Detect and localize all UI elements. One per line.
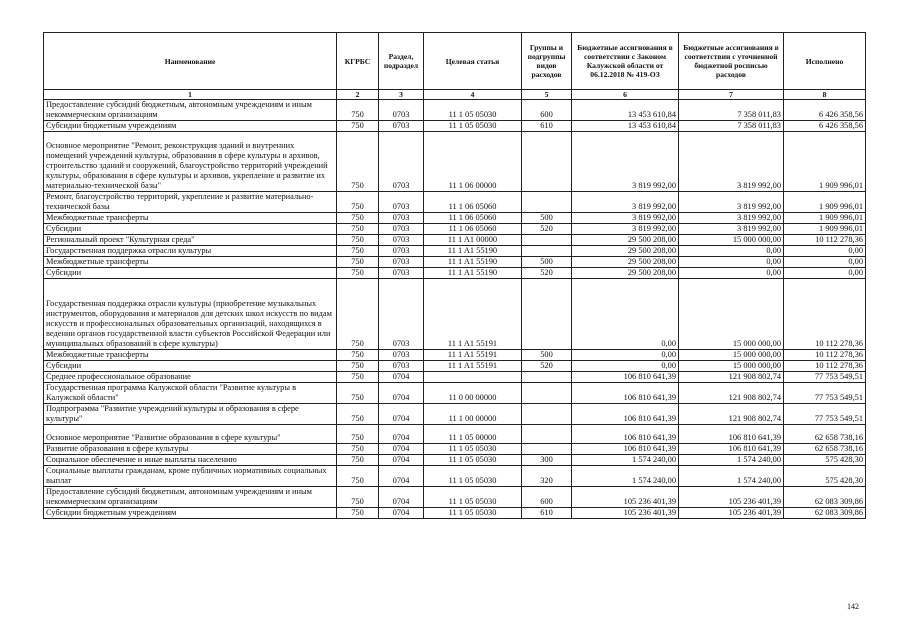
cell-section: 0703 — [379, 121, 424, 132]
cell-executed: 62 083 309,86 — [784, 487, 866, 508]
cell-law-allocations: 105 236 401,39 — [572, 487, 679, 508]
cell-executed: 77 753 549,51 — [784, 372, 866, 383]
table-row — [44, 361, 866, 372]
cell-revised-allocations: 105 236 401,39 — [679, 508, 784, 519]
column-number: 5 — [522, 90, 572, 100]
cell-kgrbs: 750 — [337, 404, 379, 425]
cell-expense-group — [522, 279, 572, 350]
cell-name: Предоставление субсидий бюджетным, автономным учреждениям и иным некоммерческим организациям — [44, 487, 337, 508]
cell-section: 0703 — [379, 235, 424, 246]
cell-target-article: 11 1 A1 55191 — [424, 361, 522, 372]
cell-revised-allocations: 0,00 — [679, 246, 784, 257]
table-row — [44, 257, 866, 268]
cell-kgrbs: 750 — [337, 350, 379, 361]
cell-name: Социальное обеспечение и иные выплаты населению — [44, 455, 337, 466]
cell-law-allocations: 106 810 641,39 — [572, 383, 679, 404]
cell-target-article: 11 1 05 05030 — [424, 508, 522, 519]
cell-revised-allocations: 106 810 641,39 — [679, 444, 784, 455]
cell-law-allocations: 106 810 641,39 — [572, 425, 679, 444]
cell-revised-allocations: 7 358 011,83 — [679, 121, 784, 132]
cell-kgrbs: 750 — [337, 444, 379, 455]
page-number: 142 — [847, 602, 859, 611]
cell-expense-group — [522, 372, 572, 383]
cell-name: Субсидии — [44, 224, 337, 235]
cell-section: 0703 — [379, 361, 424, 372]
table-row — [44, 466, 866, 487]
header-revised-allocations: Бюджетные ассигнования в соответствии с уточненной бюджетной росписью расходов — [679, 33, 784, 90]
cell-name: Среднее профессиональное образование — [44, 372, 337, 383]
cell-revised-allocations: 0,00 — [679, 257, 784, 268]
cell-executed: 62 658 738,16 — [784, 425, 866, 444]
column-number: 2 — [337, 90, 379, 100]
cell-name: Ремонт, благоустройство территорий, укрепление и развитие материально-технической базы — [44, 192, 337, 213]
cell-name: Предоставление субсидий бюджетным, автономным учреждениям и иным некоммерческим организациям — [44, 100, 337, 121]
cell-target-article: 11 1 A1 55190 — [424, 257, 522, 268]
cell-section: 0703 — [379, 100, 424, 121]
cell-kgrbs: 750 — [337, 257, 379, 268]
cell-executed: 1 909 996,01 — [784, 213, 866, 224]
cell-name: Субсидии бюджетным учреждениям — [44, 508, 337, 519]
cell-kgrbs: 750 — [337, 425, 379, 444]
cell-name: Субсидии — [44, 361, 337, 372]
cell-name: Государственная поддержка отрасли культуры — [44, 246, 337, 257]
cell-revised-allocations: 15 000 000,00 — [679, 361, 784, 372]
cell-kgrbs: 750 — [337, 235, 379, 246]
cell-kgrbs: 750 — [337, 466, 379, 487]
cell-target-article: 11 1 05 05030 — [424, 455, 522, 466]
cell-executed: 1 909 996,01 — [784, 224, 866, 235]
cell-target-article: 11 1 05 05030 — [424, 100, 522, 121]
cell-kgrbs: 750 — [337, 100, 379, 121]
cell-law-allocations: 0,00 — [572, 361, 679, 372]
cell-kgrbs: 750 — [337, 268, 379, 279]
cell-name: Межбюджетные трансферты — [44, 213, 337, 224]
table-row — [44, 372, 866, 383]
cell-revised-allocations: 105 236 401,39 — [679, 487, 784, 508]
table-row — [44, 508, 866, 519]
column-number: 7 — [679, 90, 784, 100]
header-row — [44, 33, 866, 90]
cell-section: 0703 — [379, 246, 424, 257]
cell-law-allocations: 29 500 208,00 — [572, 246, 679, 257]
table-row — [44, 268, 866, 279]
cell-revised-allocations: 15 000 000,00 — [679, 350, 784, 361]
cell-revised-allocations: 7 358 011,83 — [679, 100, 784, 121]
cell-executed: 10 112 278,36 — [784, 279, 866, 350]
cell-section: 0704 — [379, 404, 424, 425]
cell-executed: 77 753 549,51 — [784, 383, 866, 404]
cell-target-article: 11 1 A1 55190 — [424, 246, 522, 257]
cell-law-allocations: 106 810 641,39 — [572, 372, 679, 383]
cell-law-allocations: 106 810 641,39 — [572, 444, 679, 455]
cell-revised-allocations: 3 819 992,00 — [679, 213, 784, 224]
cell-law-allocations: 29 500 208,00 — [572, 257, 679, 268]
cell-law-allocations: 3 819 992,00 — [572, 132, 679, 192]
cell-revised-allocations: 1 574 240,00 — [679, 466, 784, 487]
table-row — [44, 192, 866, 213]
table-row — [44, 444, 866, 455]
cell-revised-allocations: 121 908 802,74 — [679, 383, 784, 404]
cell-kgrbs: 750 — [337, 361, 379, 372]
cell-executed: 575 428,30 — [784, 466, 866, 487]
cell-law-allocations: 13 453 610,84 — [572, 121, 679, 132]
cell-target-article: 11 1 A1 00000 — [424, 235, 522, 246]
column-number: 4 — [424, 90, 522, 100]
table-row — [44, 279, 866, 350]
table-row — [44, 121, 866, 132]
cell-revised-allocations: 3 819 992,00 — [679, 192, 784, 213]
cell-section: 0703 — [379, 268, 424, 279]
table-body — [44, 100, 866, 519]
cell-law-allocations: 13 453 610,84 — [572, 100, 679, 121]
cell-section: 0704 — [379, 425, 424, 444]
table-row — [44, 425, 866, 444]
cell-expense-group — [522, 444, 572, 455]
column-number: 3 — [379, 90, 424, 100]
cell-target-article: 11 1 05 05030 — [424, 121, 522, 132]
cell-expense-group: 520 — [522, 268, 572, 279]
cell-kgrbs: 750 — [337, 383, 379, 404]
header-kgrbs: КГРБС — [337, 33, 379, 90]
cell-law-allocations: 0,00 — [572, 350, 679, 361]
table-row — [44, 132, 866, 192]
cell-name: Основное мероприятие "Развитие образования в сфере культуры" — [44, 425, 337, 444]
cell-expense-group — [522, 383, 572, 404]
budget-execution-table — [43, 32, 866, 519]
cell-name: Субсидии бюджетным учреждениям — [44, 121, 337, 132]
cell-law-allocations: 105 236 401,39 — [572, 508, 679, 519]
cell-law-allocations: 1 574 240,00 — [572, 455, 679, 466]
header-law-allocations: Бюджетные ассигнования в соответствии с Законом Калужской области от 06.12.2018 № 419-ОЗ — [572, 33, 679, 90]
column-number: 6 — [572, 90, 679, 100]
table-row — [44, 213, 866, 224]
cell-executed: 1 909 996,01 — [784, 132, 866, 192]
cell-section: 0704 — [379, 383, 424, 404]
cell-revised-allocations: 1 574 240,00 — [679, 455, 784, 466]
cell-kgrbs: 750 — [337, 508, 379, 519]
cell-expense-group: 320 — [522, 466, 572, 487]
cell-kgrbs: 750 — [337, 372, 379, 383]
cell-name: Государственная поддержка отрасли культуры (приобретение музыкальных инструментов, оборудования и материалов для детских школ искусств по видам искусств и профессиональных образовательных организаций, находящихся в ведении органов государственной власти субъектов Российской Федерации или муниципальных образований в сфере культуры) — [44, 279, 337, 350]
cell-expense-group — [522, 246, 572, 257]
cell-law-allocations: 3 819 992,00 — [572, 213, 679, 224]
cell-target-article: 11 1 05 05030 — [424, 466, 522, 487]
cell-kgrbs: 750 — [337, 121, 379, 132]
cell-expense-group: 520 — [522, 224, 572, 235]
cell-section: 0703 — [379, 192, 424, 213]
cell-name: Социальные выплаты гражданам, кроме публичных нормативных социальных выплат — [44, 466, 337, 487]
cell-expense-group: 520 — [522, 361, 572, 372]
cell-expense-group: 500 — [522, 350, 572, 361]
cell-target-article: 11 1 A1 55190 — [424, 268, 522, 279]
cell-expense-group — [522, 425, 572, 444]
column-number: 1 — [44, 90, 337, 100]
cell-target-article: 11 1 06 05060 — [424, 192, 522, 213]
cell-revised-allocations: 3 819 992,00 — [679, 132, 784, 192]
table-row — [44, 235, 866, 246]
cell-kgrbs: 750 — [337, 487, 379, 508]
cell-executed: 6 426 358,56 — [784, 100, 866, 121]
header-expense-group: Группы и подгруппы видов расходов — [522, 33, 572, 90]
cell-section: 0704 — [379, 444, 424, 455]
cell-target-article: 11 1 A1 55191 — [424, 279, 522, 350]
cell-expense-group — [522, 132, 572, 192]
cell-expense-group: 500 — [522, 257, 572, 268]
cell-name: Межбюджетные трансферты — [44, 257, 337, 268]
cell-kgrbs: 750 — [337, 224, 379, 235]
cell-expense-group — [522, 192, 572, 213]
cell-expense-group: 610 — [522, 121, 572, 132]
cell-section: 0704 — [379, 487, 424, 508]
cell-revised-allocations: 0,00 — [679, 268, 784, 279]
cell-expense-group: 300 — [522, 455, 572, 466]
cell-executed: 62 658 738,16 — [784, 444, 866, 455]
cell-kgrbs: 750 — [337, 132, 379, 192]
cell-target-article: 11 1 05 05030 — [424, 487, 522, 508]
cell-executed: 77 753 549,51 — [784, 404, 866, 425]
cell-section: 0704 — [379, 455, 424, 466]
cell-executed: 0,00 — [784, 246, 866, 257]
cell-expense-group: 600 — [522, 100, 572, 121]
cell-kgrbs: 750 — [337, 246, 379, 257]
cell-target-article: 11 1 06 05060 — [424, 213, 522, 224]
cell-target-article: 11 0 00 00000 — [424, 383, 522, 404]
column-number: 8 — [784, 90, 866, 100]
cell-executed: 0,00 — [784, 268, 866, 279]
cell-section: 0703 — [379, 257, 424, 268]
cell-target-article — [424, 372, 522, 383]
cell-revised-allocations: 3 819 992,00 — [679, 224, 784, 235]
cell-law-allocations: 3 819 992,00 — [572, 192, 679, 213]
budget-table-sheet — [43, 32, 865, 519]
cell-section: 0704 — [379, 466, 424, 487]
column-number-row — [44, 90, 866, 100]
cell-target-article: 11 1 06 00000 — [424, 132, 522, 192]
cell-section: 0704 — [379, 508, 424, 519]
cell-name: Региональный проект "Культурная среда" — [44, 235, 337, 246]
header-target-article: Целевая статья — [424, 33, 522, 90]
cell-name: Подпрограмма "Развитие учреждений культуры и образования в сфере культуры" — [44, 404, 337, 425]
header-executed: Исполнено — [784, 33, 866, 90]
cell-expense-group — [522, 404, 572, 425]
cell-revised-allocations: 15 000 000,00 — [679, 235, 784, 246]
cell-name: Субсидии — [44, 268, 337, 279]
cell-revised-allocations: 121 908 802,74 — [679, 404, 784, 425]
table-row — [44, 404, 866, 425]
cell-executed: 10 112 278,36 — [784, 235, 866, 246]
cell-target-article: 11 1 06 05060 — [424, 224, 522, 235]
cell-revised-allocations: 106 810 641,39 — [679, 425, 784, 444]
cell-section: 0703 — [379, 224, 424, 235]
cell-section: 0703 — [379, 132, 424, 192]
cell-expense-group: 600 — [522, 487, 572, 508]
cell-section: 0703 — [379, 279, 424, 350]
cell-section: 0703 — [379, 213, 424, 224]
cell-kgrbs: 750 — [337, 455, 379, 466]
cell-law-allocations: 29 500 208,00 — [572, 235, 679, 246]
cell-kgrbs: 750 — [337, 279, 379, 350]
table-row — [44, 383, 866, 404]
table-row — [44, 487, 866, 508]
cell-revised-allocations: 15 000 000,00 — [679, 279, 784, 350]
cell-name: Межбюджетные трансферты — [44, 350, 337, 361]
cell-target-article: 11 1 05 05030 — [424, 444, 522, 455]
cell-law-allocations: 106 810 641,39 — [572, 404, 679, 425]
cell-executed: 10 112 278,36 — [784, 350, 866, 361]
cell-kgrbs: 750 — [337, 213, 379, 224]
cell-expense-group: 500 — [522, 213, 572, 224]
cell-kgrbs: 750 — [337, 192, 379, 213]
cell-expense-group: 610 — [522, 508, 572, 519]
cell-target-article: 11 1 00 00000 — [424, 404, 522, 425]
cell-executed: 62 083 309,86 — [784, 508, 866, 519]
cell-executed: 10 112 278,36 — [784, 361, 866, 372]
cell-section: 0704 — [379, 372, 424, 383]
cell-name: Развитие образования в сфере культуры — [44, 444, 337, 455]
cell-law-allocations: 29 500 208,00 — [572, 268, 679, 279]
cell-revised-allocations: 121 908 802,74 — [679, 372, 784, 383]
table-row — [44, 100, 866, 121]
table-row — [44, 455, 866, 466]
cell-target-article: 11 1 A1 55191 — [424, 350, 522, 361]
cell-law-allocations: 3 819 992,00 — [572, 224, 679, 235]
cell-name: Государственная программа Калужской области "Развитие культуры в Калужской области" — [44, 383, 337, 404]
cell-name: Основное мероприятие "Ремонт, реконструкция зданий и внутренних помещений учреждений культуры, образования в сфере культуры и архивов, строительство зданий и сооружений, благоустройство территорий учреждений культуры, образования в сфере культуры и архивов, укрепление и развитие их материально-технической базы" — [44, 132, 337, 192]
table-row — [44, 350, 866, 361]
cell-law-allocations: 0,00 — [572, 279, 679, 350]
header-section: Раздел, подраздел — [379, 33, 424, 90]
cell-executed: 6 426 358,56 — [784, 121, 866, 132]
cell-executed: 575 428,30 — [784, 455, 866, 466]
header-name: Наименование — [44, 33, 337, 90]
table-row — [44, 224, 866, 235]
cell-expense-group — [522, 235, 572, 246]
cell-executed: 0,00 — [784, 257, 866, 268]
cell-section: 0703 — [379, 350, 424, 361]
cell-law-allocations: 1 574 240,00 — [572, 466, 679, 487]
cell-executed: 1 909 996,01 — [784, 192, 866, 213]
cell-target-article: 11 1 05 00000 — [424, 425, 522, 444]
table-row — [44, 246, 866, 257]
